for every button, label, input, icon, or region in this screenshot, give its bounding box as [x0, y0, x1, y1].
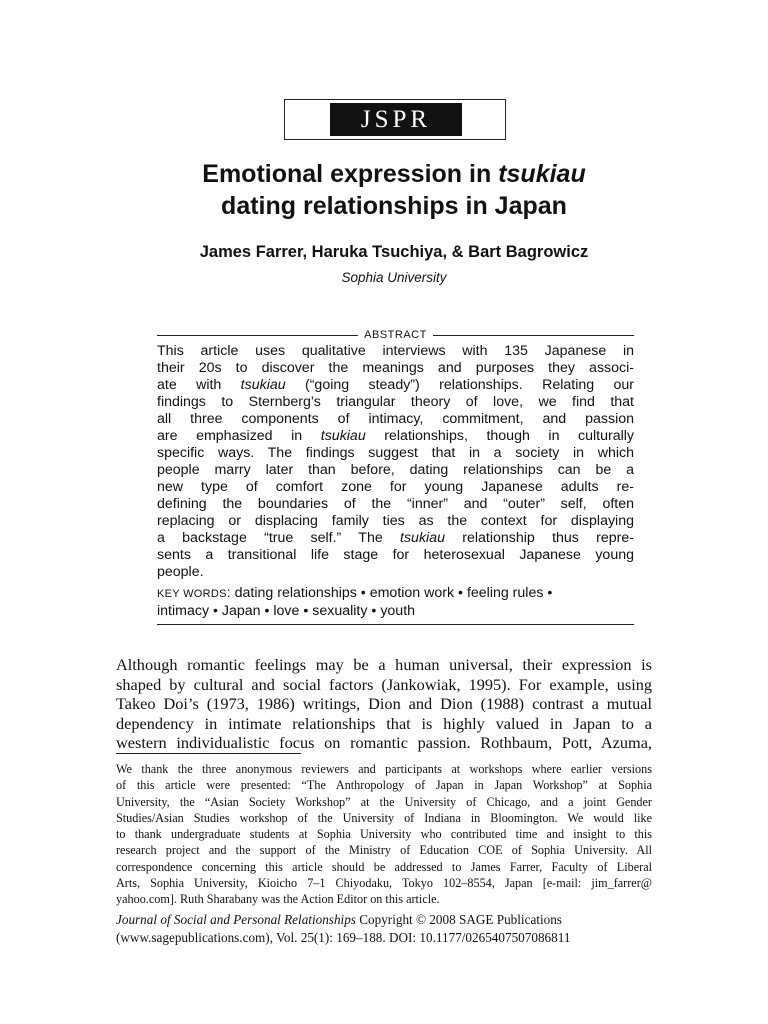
keywords-list-1: : dating relationships • emotion work • feeling rules •: [226, 585, 553, 601]
footnote-line: Studies/Asian Studies workshop of the University of Indiana in Bloomington. We would like: [116, 810, 652, 825]
article-title-line-1: [120, 157, 668, 191]
body-line: Although romantic feelings may be a human universal, their expression is: [116, 655, 652, 674]
abstract-heading: [157, 326, 634, 344]
body-line: shaped by cultural and social factors (Jankowiak, 1995). For example, using: [116, 674, 652, 694]
keywords-line-1: [157, 585, 634, 603]
abstract-heading-label: ABSTRACT: [364, 329, 427, 341]
citation-line-1: [116, 911, 652, 929]
affiliation: Sophia University: [341, 270, 447, 285]
citation-line-2: (www.sagepublications.com), Vol. 25(1): 169–188. DOI: 10.1177/0265407507086811: [116, 929, 571, 945]
abstract-text: their 20s to discover the meanings and purposes they associ-: [157, 360, 634, 376]
abstract-line: [157, 428, 634, 445]
abstract-text: people.: [157, 564, 204, 580]
abstract-line: [157, 360, 634, 377]
author-list: James Farrer, Haruka Tsuchiya, & Bart Bagrowicz: [199, 243, 589, 261]
abstract-italic-term: tsukiau: [320, 428, 366, 444]
abstract-line: [157, 394, 634, 411]
abstract-heading-rule-left: [157, 335, 358, 336]
abstract-line: [157, 479, 634, 496]
footnote: [116, 761, 652, 908]
abstract-italic-term: tsukiau: [400, 530, 445, 546]
abstract-body: [157, 343, 634, 581]
abstract-line: [157, 513, 634, 530]
journal-citation: [116, 911, 652, 946]
journal-logo: [284, 99, 506, 140]
keywords-label: KEY WORDS: [157, 588, 227, 600]
abstract-text: ate with: [157, 377, 241, 393]
abstract-line: [157, 462, 634, 479]
abstract-text: sents a transitional life stage for heterosexual Japanese young: [157, 547, 634, 563]
title-italic-term: tsukiau: [498, 160, 586, 188]
footnote-line: research project and the support of the Ministry of Education COE of Sophia University. All: [116, 843, 652, 858]
abstract-text: defining the boundaries of the “inner” and “outer” self, often: [157, 496, 634, 512]
keywords-line-2: intimacy • Japan • love • sexuality • youth: [157, 603, 416, 619]
body-line: Takeo Doi’s (1973, 1986) writings, Dion and Dion (1988) contrast a mutual: [116, 694, 652, 713]
footnote-line: of this article were presented: “The Anthropology of Japan in Japan Workshop” at Sophia: [116, 778, 652, 793]
abstract-bottom-rule: [157, 624, 634, 625]
footnote-line: correspondence concerning this article should be addressed to James Farrer, Faculty of Liberal: [116, 859, 652, 874]
body-line: western individualistic focus on romantic passion. Rothbaum, Pott, Azuma,: [116, 733, 652, 752]
abstract-text: findings to Sternberg’s triangular theory of love, we find that: [157, 394, 634, 410]
abstract-line: [157, 445, 634, 462]
abstract-text: all three components of intimacy, commitment, and passion: [157, 411, 634, 427]
footnote-line: yahoo.com]. Ruth Sharabany was the Action Editor on this article.: [116, 892, 440, 907]
keywords: [157, 585, 634, 620]
journal-logo-text: JSPR: [330, 103, 462, 136]
footnote-line: We thank the three anonymous reviewers and participants at workshops where earlier versions: [116, 762, 652, 776]
abstract-italic-term: tsukiau: [240, 377, 286, 393]
abstract-text: replacing or displacing family ties as the context for displaying: [157, 513, 634, 529]
body-line: dependency in intimate relationships that is highly valued in Japan to a: [116, 713, 652, 733]
abstract-line: [157, 377, 634, 394]
journal-name: Journal of Social and Personal Relationships: [116, 912, 356, 927]
abstract-text: are emphasized in: [157, 428, 321, 444]
title-text: Emotional expression in: [202, 160, 499, 188]
abstract-text: (“going steady”) relationships. Relating our: [285, 377, 634, 393]
abstract-text: a backstage “true self.” The: [157, 530, 401, 546]
abstract-text: relationship thus repre-: [444, 530, 634, 546]
copyright-text: Copyright © 2008 SAGE Publications: [355, 912, 562, 927]
abstract-text: specific ways. The findings suggest that in a society in which: [157, 445, 634, 461]
abstract-heading-rule-right: [433, 335, 634, 336]
abstract-line: [157, 547, 634, 564]
abstract-text: This article uses qualitative interviews with 135 Japanese in: [157, 343, 634, 359]
main-body-text: [116, 655, 652, 753]
abstract-line: [157, 411, 634, 428]
abstract-line: [157, 530, 634, 547]
abstract-text: relationships, though in culturally: [365, 428, 635, 444]
abstract-text: new type of comfort zone for young Japanese adults re-: [157, 479, 634, 495]
article-title-line-2: dating relationships in Japan: [221, 192, 567, 220]
abstract-line: [157, 343, 634, 360]
footnote-line: University, the “Asian Society Workshop” at the University of Chicago, and a joint Gender: [116, 794, 652, 809]
footnote-rule: [116, 753, 301, 754]
abstract-line: [157, 496, 634, 513]
footnote-line: Arts, Sophia University, Kioicho 7–1 Chiyodaku, Tokyo 102–8554, Japan [e-mail: jim_farrer@: [116, 876, 652, 891]
abstract-text: people marry later than before, dating relationships can be a: [157, 462, 634, 478]
abstract-line: [157, 564, 634, 581]
footnote-line: to thank undergraduate students at Sophia University who contributed time and insight to this: [116, 827, 652, 842]
